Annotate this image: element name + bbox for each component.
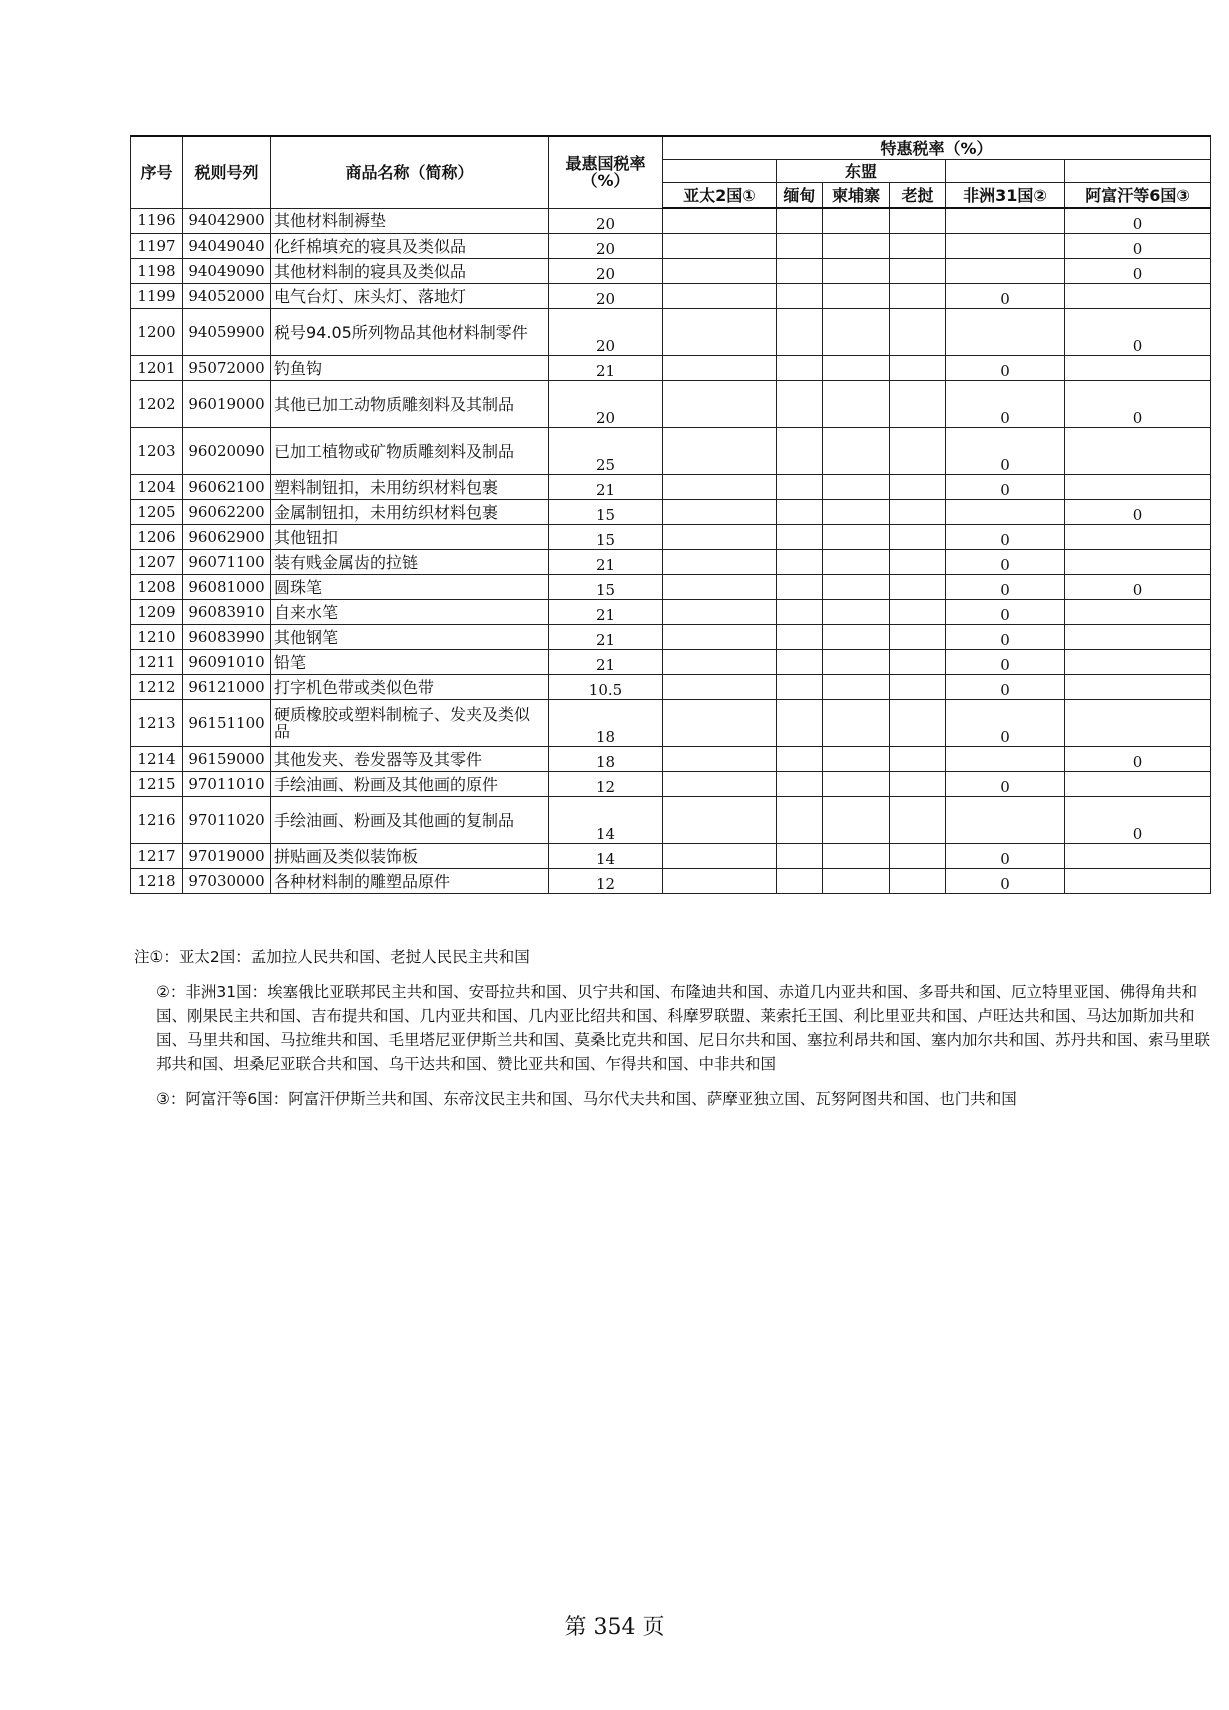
row-index: 1207 [131,550,183,575]
row-laos-rate [890,844,946,869]
row-mfn-rate: 21 [549,600,663,625]
row-index: 1201 [131,356,183,381]
row-tariff-code: 94049040 [183,234,271,259]
row-laos-rate [890,500,946,525]
row-cambodia-rate [823,600,890,625]
row-cambodia-rate [823,869,890,894]
row-product-name: 其他已加工动物质雕刻料及其制品 [271,381,549,428]
table-row [131,600,1211,625]
table-row [131,381,1211,428]
row-tariff-code: 96062200 [183,500,271,525]
table-row [131,772,1211,797]
row-apta-rate [663,797,777,844]
header-laos: 老挝 [890,183,946,209]
row-mfn-rate: 20 [549,259,663,284]
row-africa-rate: 0 [946,700,1065,747]
header-name: 商品名称（简称） [271,136,549,208]
row-apta-rate [663,675,777,700]
row-myanmar-rate [777,381,823,428]
row-afghan-rate [1065,675,1211,700]
row-apta-rate [663,772,777,797]
row-africa-rate [946,797,1065,844]
row-afghan-rate [1065,844,1211,869]
header-apta-spacer [663,160,777,183]
row-africa-rate: 0 [946,844,1065,869]
row-tariff-code: 96062900 [183,525,271,550]
row-afghan-rate [1065,428,1211,475]
row-myanmar-rate [777,650,823,675]
header-index: 序号 [131,136,183,208]
row-index: 1202 [131,381,183,428]
table-row [131,844,1211,869]
row-cambodia-rate [823,259,890,284]
row-product-name: 各种材料制的雕塑品原件 [271,869,549,894]
row-index: 1197 [131,234,183,259]
row-myanmar-rate [777,869,823,894]
row-myanmar-rate [777,600,823,625]
row-index: 1203 [131,428,183,475]
row-laos-rate [890,650,946,675]
row-index: 1215 [131,772,183,797]
row-product-name: 电气台灯、床头灯、落地灯 [271,284,549,309]
row-index: 1216 [131,797,183,844]
row-afghan-rate: 0 [1065,747,1211,772]
row-apta-rate [663,650,777,675]
row-mfn-rate: 14 [549,844,663,869]
row-cambodia-rate [823,381,890,428]
row-product-name: 钓鱼钩 [271,356,549,381]
row-afghan-rate [1065,600,1211,625]
row-africa-rate [946,500,1065,525]
row-afghan-rate: 0 [1065,309,1211,356]
table-row [131,259,1211,284]
page-number: 第 354 页 [564,1615,665,1640]
row-index: 1217 [131,844,183,869]
row-myanmar-rate [777,675,823,700]
row-apta-rate [663,381,777,428]
table-row [131,575,1211,600]
row-laos-rate [890,600,946,625]
header-mfn [549,136,663,208]
header-myanmar: 缅甸 [777,183,823,209]
table-row [131,747,1211,772]
footnote-africa: ②：非洲31国：埃塞俄比亚联邦民主共和国、安哥拉共和国、贝宁共和国、布隆迪共和国、赤道几内亚共和国、多哥共和国、厄立特里亚国、佛得角共和国、刚果民主共和国、吉布提共和国、几内亚共和国、几内亚比绍共和国、科摩罗联盟、莱索托王国、利比里亚共和国、卢旺达共和国、马达加斯加共和国、马里共和国、马拉维共和国、毛里塔尼亚伊斯兰共和国、莫桑比克共和国、尼日尔共和国、塞拉利昂共和国、塞内加尔共和国、苏丹共和国、索马里联邦共和国、坦桑尼亚联合共和国、乌干达共和国、赞比亚共和国、乍得共和国、中非共和国 [156,983,1211,1073]
row-index: 1208 [131,575,183,600]
row-africa-rate: 0 [946,475,1065,500]
row-index: 1214 [131,747,183,772]
row-cambodia-rate [823,747,890,772]
table-row [131,675,1211,700]
row-myanmar-rate [777,356,823,381]
row-tariff-code: 96159000 [183,747,271,772]
row-myanmar-rate [777,844,823,869]
row-africa-rate [946,747,1065,772]
row-mfn-rate: 15 [549,500,663,525]
row-africa-rate: 0 [946,356,1065,381]
row-myanmar-rate [777,525,823,550]
row-laos-rate [890,309,946,356]
row-myanmar-rate [777,309,823,356]
footnote-afghan: ③：阿富汗等6国：阿富汗伊斯兰共和国、东帝汶民主共和国、马尔代夫共和国、萨摩亚独立国、瓦努阿图共和国、也门共和国 [156,1090,1017,1108]
table-row [131,700,1211,747]
row-index: 1211 [131,650,183,675]
row-cambodia-rate [823,625,890,650]
row-apta-rate [663,844,777,869]
row-mfn-rate: 20 [549,234,663,259]
row-product-name: 税号94.05所列物品其他材料制零件 [271,309,549,356]
row-africa-rate [946,259,1065,284]
row-index: 1218 [131,869,183,894]
row-afghan-rate: 0 [1065,500,1211,525]
row-index: 1196 [131,208,183,234]
row-tariff-code: 96151100 [183,700,271,747]
row-cambodia-rate [823,575,890,600]
row-mfn-rate: 12 [549,772,663,797]
row-tariff-code: 96083990 [183,625,271,650]
table-row [131,550,1211,575]
row-africa-rate: 0 [946,525,1065,550]
header-afghan-spacer [1065,160,1211,183]
row-product-name: 其他发夹、卷发器等及其零件 [271,747,549,772]
row-laos-rate [890,550,946,575]
row-afghan-rate: 0 [1065,381,1211,428]
row-laos-rate [890,284,946,309]
row-apta-rate [663,869,777,894]
row-product-name: 其他材料制褥垫 [271,208,549,234]
header-afghan: 阿富汗等6国③ [1065,183,1211,209]
table-row [131,625,1211,650]
row-tariff-code: 96019000 [183,381,271,428]
table-row [131,500,1211,525]
row-cambodia-rate [823,284,890,309]
row-laos-rate [890,747,946,772]
table-row [131,797,1211,844]
row-africa-rate: 0 [946,600,1065,625]
row-apta-rate [663,575,777,600]
row-mfn-rate: 20 [549,284,663,309]
header-special: 特惠税率（%） [663,136,1211,160]
row-tariff-code: 94049090 [183,259,271,284]
row-apta-rate [663,747,777,772]
row-tariff-code: 96071100 [183,550,271,575]
header-africa-spacer [946,160,1065,183]
row-africa-rate: 0 [946,381,1065,428]
table-row [131,284,1211,309]
table-row [131,309,1211,356]
row-myanmar-rate [777,550,823,575]
row-afghan-rate [1065,650,1211,675]
header-africa: 非洲31国② [946,183,1065,209]
row-apta-rate [663,284,777,309]
table-row [131,428,1211,475]
row-laos-rate [890,797,946,844]
row-cambodia-rate [823,234,890,259]
row-tariff-code: 96083910 [183,600,271,625]
row-product-name: 拼贴画及类似装饰板 [271,844,549,869]
row-laos-rate [890,356,946,381]
table-row [131,208,1211,234]
row-tariff-code: 97011010 [183,772,271,797]
row-tariff-code: 96020090 [183,428,271,475]
row-africa-rate: 0 [946,284,1065,309]
row-product-name: 自来水笔 [271,600,549,625]
row-laos-rate [890,475,946,500]
row-mfn-rate: 15 [549,525,663,550]
row-apta-rate [663,550,777,575]
row-product-name: 手绘油画、粉画及其他画的原件 [271,772,549,797]
row-product-name: 塑料制钮扣，未用纺织材料包裹 [271,475,549,500]
row-product-name: 圆珠笔 [271,575,549,600]
row-africa-rate [946,208,1065,234]
row-index: 1204 [131,475,183,500]
row-index: 1212 [131,675,183,700]
row-cambodia-rate [823,500,890,525]
row-cambodia-rate [823,675,890,700]
row-product-name: 其他钢笔 [271,625,549,650]
row-product-name: 打字机色带或类似色带 [271,675,549,700]
table-row [131,525,1211,550]
row-mfn-rate: 18 [549,747,663,772]
row-mfn-rate: 25 [549,428,663,475]
row-tariff-code: 96062100 [183,475,271,500]
row-apta-rate [663,525,777,550]
row-africa-rate: 0 [946,550,1065,575]
row-afghan-rate [1065,525,1211,550]
row-cambodia-rate [823,700,890,747]
row-product-name: 硬质橡胶或塑料制梳子、发夹及类似品 [271,700,549,747]
row-product-name: 金属制钮扣，未用纺织材料包裹 [271,500,549,525]
row-myanmar-rate [777,234,823,259]
row-apta-rate [663,625,777,650]
row-afghan-rate: 0 [1065,259,1211,284]
row-africa-rate: 0 [946,625,1065,650]
row-cambodia-rate [823,309,890,356]
row-index: 1213 [131,700,183,747]
row-afghan-rate: 0 [1065,208,1211,234]
row-product-name: 其他钮扣 [271,525,549,550]
row-cambodia-rate [823,428,890,475]
row-afghan-rate: 0 [1065,575,1211,600]
row-mfn-rate: 14 [549,797,663,844]
row-mfn-rate: 21 [549,550,663,575]
row-mfn-rate: 15 [549,575,663,600]
row-mfn-rate: 20 [549,381,663,428]
row-laos-rate [890,525,946,550]
row-tariff-code: 96081000 [183,575,271,600]
row-afghan-rate [1065,550,1211,575]
row-tariff-code: 97011020 [183,797,271,844]
row-laos-rate [890,234,946,259]
row-myanmar-rate [777,747,823,772]
row-laos-rate [890,675,946,700]
row-laos-rate [890,625,946,650]
tariff-table [130,135,1211,894]
header-cambodia: 柬埔寨 [823,183,890,209]
row-myanmar-rate [777,475,823,500]
footnote-apta: 注①：亚太2国：孟加拉人民共和国、老挝人民民主共和国 [134,948,530,966]
row-mfn-rate: 21 [549,650,663,675]
row-africa-rate: 0 [946,650,1065,675]
row-laos-rate [890,772,946,797]
row-index: 1199 [131,284,183,309]
row-product-name: 铅笔 [271,650,549,675]
row-product-name: 其他材料制的寝具及类似品 [271,259,549,284]
row-myanmar-rate [777,208,823,234]
row-mfn-rate: 12 [549,869,663,894]
row-cambodia-rate [823,525,890,550]
row-cambodia-rate [823,844,890,869]
footnotes [134,945,1214,1122]
row-cambodia-rate [823,356,890,381]
table-row [131,475,1211,500]
row-afghan-rate [1065,700,1211,747]
row-cambodia-rate [823,550,890,575]
row-index: 1198 [131,259,183,284]
row-tariff-code: 96091010 [183,650,271,675]
row-apta-rate [663,475,777,500]
row-mfn-rate: 10.5 [549,675,663,700]
header-code: 税则号列 [183,136,271,208]
row-mfn-rate: 18 [549,700,663,747]
row-apta-rate [663,700,777,747]
row-cambodia-rate [823,208,890,234]
row-tariff-code: 94052000 [183,284,271,309]
row-africa-rate: 0 [946,675,1065,700]
row-tariff-code: 95072000 [183,356,271,381]
row-myanmar-rate [777,259,823,284]
row-afghan-rate [1065,284,1211,309]
table-row [131,650,1211,675]
row-apta-rate [663,600,777,625]
header-mfn-label: 最惠国税率 （%） [565,154,646,191]
row-africa-rate: 0 [946,772,1065,797]
row-africa-rate: 0 [946,869,1065,894]
row-laos-rate [890,700,946,747]
header-asean: 东盟 [777,160,946,183]
row-laos-rate [890,259,946,284]
row-index: 1200 [131,309,183,356]
row-tariff-code: 96121000 [183,675,271,700]
tariff-table-body [131,208,1211,894]
row-index: 1205 [131,500,183,525]
row-africa-rate [946,234,1065,259]
row-myanmar-rate [777,428,823,475]
row-mfn-rate: 21 [549,625,663,650]
row-mfn-rate: 20 [549,309,663,356]
row-laos-rate [890,381,946,428]
row-laos-rate [890,208,946,234]
row-tariff-code: 94042900 [183,208,271,234]
row-product-name: 化纤棉填充的寝具及类似品 [271,234,549,259]
row-afghan-rate [1065,625,1211,650]
row-apta-rate [663,309,777,356]
row-myanmar-rate [777,284,823,309]
row-tariff-code: 97019000 [183,844,271,869]
row-mfn-rate: 21 [549,356,663,381]
table-row [131,234,1211,259]
row-afghan-rate: 0 [1065,234,1211,259]
row-product-name: 装有贱金属齿的拉链 [271,550,549,575]
row-africa-rate: 0 [946,428,1065,475]
row-index: 1209 [131,600,183,625]
row-apta-rate [663,356,777,381]
row-tariff-code: 97030000 [183,869,271,894]
row-africa-rate [946,309,1065,356]
row-apta-rate [663,259,777,284]
row-tariff-code: 94059900 [183,309,271,356]
row-cambodia-rate [823,772,890,797]
row-apta-rate [663,208,777,234]
row-myanmar-rate [777,575,823,600]
row-laos-rate [890,869,946,894]
row-mfn-rate: 20 [549,208,663,234]
tariff-table-wrapper [130,135,1210,894]
row-afghan-rate [1065,356,1211,381]
row-myanmar-rate [777,772,823,797]
table-row [131,356,1211,381]
row-apta-rate [663,500,777,525]
row-cambodia-rate [823,475,890,500]
row-afghan-rate [1065,869,1211,894]
row-africa-rate: 0 [946,575,1065,600]
row-product-name: 已加工植物或矿物质雕刻料及制品 [271,428,549,475]
header-apta: 亚太2国① [663,183,777,209]
row-mfn-rate: 21 [549,475,663,500]
row-apta-rate [663,234,777,259]
row-afghan-rate [1065,772,1211,797]
table-row [131,869,1211,894]
row-myanmar-rate [777,500,823,525]
row-afghan-rate [1065,475,1211,500]
row-laos-rate [890,428,946,475]
row-cambodia-rate [823,797,890,844]
row-myanmar-rate [777,625,823,650]
row-myanmar-rate [777,797,823,844]
row-apta-rate [663,428,777,475]
row-cambodia-rate [823,650,890,675]
row-index: 1206 [131,525,183,550]
row-afghan-rate: 0 [1065,797,1211,844]
row-laos-rate [890,575,946,600]
row-index: 1210 [131,625,183,650]
row-product-name: 手绘油画、粉画及其他画的复制品 [271,797,549,844]
row-myanmar-rate [777,700,823,747]
